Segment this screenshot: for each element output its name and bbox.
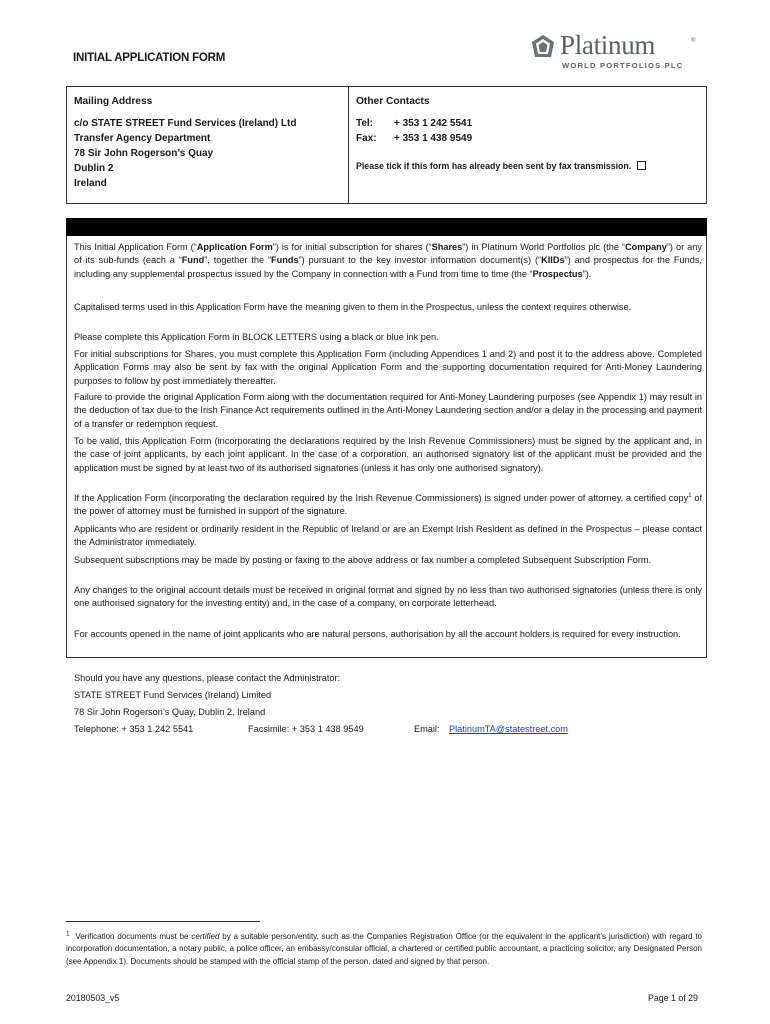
fax-note-text: Please tick if this form has already been sent by fax transmission. [356,161,632,171]
contact-divider [348,87,349,203]
mailing-line: Ireland [74,178,107,189]
administrator-name: STATE STREET Fund Services (Ireland) Limited [74,690,272,700]
footnote-ref: 1 [688,492,692,499]
questions-text: Should you have any questions, please contact the Administrator: [74,673,341,683]
document-id: 20180503_v5 [66,993,120,1003]
capitalised-terms-paragraph: Capitalised terms used in this Application Form have the meaning given to them in the Prospectus, unless the context requires otherwise. [74,302,632,312]
initial-subscriptions-paragraph: For initial subscriptions for Shares, you must complete this Application Form (including Appendices 1 and 2) and post it to the address above. Completed Application Forms may also be sent by fax with the original Application Form and the supporting documentation required for Anti-Money Laundering purposes to follow by post immediately thereafter. [74,349,702,386]
fax-label: Fax: [356,133,377,144]
administrator-facsimile: Facsimile: + 353 1 438 9549 [248,724,364,734]
account-changes-paragraph: Any changes to the original account details must be received in original format and signed by no less than two authorised signatories (unless there is only one authorised signatory for the investing entity) and, in the case of a company, on corporate letterhead. [74,585,702,609]
section-header-bar [66,218,707,236]
logo-subtitle: WORLD PORTFOLIOS PLC [562,61,684,70]
logo-registered-mark: ® [691,38,696,44]
power-of-attorney-paragraph: If the Application Form (incorporating the declaration required by the Irish Revenue Commissioners) is signed under power of attorney, a certified copy$^1$ of the power of attorney must be furnished in support of the signature. [74,492,702,517]
joint-accounts-paragraph: For accounts opened in the name of joint applicants who are natural persons, authorisation by all the account holders is required for every instruction. [74,629,681,639]
form-title: INITIAL APPLICATION FORM [73,52,226,64]
other-contacts-heading: Other Contacts [356,96,430,107]
footnote-rule [66,921,260,922]
fax-value: + 353 1 438 9549 [394,133,473,144]
mailing-line: 78 Sir John Rogerson’s Quay [74,148,214,159]
platinum-logo [530,32,700,74]
tel-value: + 353 1 242 5541 [394,118,473,129]
tel-label: Tel: [356,118,374,129]
logo-shield-icon [530,34,556,60]
subsequent-subscriptions-paragraph: Subsequent subscriptions may be made by posting or faxing to the above address or fax number a completed Subsequent Subscription Form. [74,555,652,565]
mailing-address-heading: Mailing Address [74,96,153,107]
mailing-line: c/o STATE STREET Fund Services (Ireland) Ltd [74,118,297,129]
fax-note [356,161,646,171]
logo-name: Platinum [560,30,656,60]
administrator-email-label: Email: [414,724,440,734]
administrator-email-link[interactable]: PlatinumTA@statestreet.com [449,724,568,734]
intro-paragraph: This Initial Application Form (“Application Form”) is for initial subscription for shares (“Shares”) in Platinum World Portfolios plc (the “Company”) or any of its sub-funds (each a “Fund”, together the “Funds”) pursuant to the key investor information document(s) (“KIIDs”) and prospectus for the Funds, including any supplemental prospectus issued by the Company in connection with a Fund from time to time (the “Prospectus”). [74,242,702,279]
mailing-line: Transfer Agency Department [74,133,211,144]
administrator-telephone: Telephone: + 353 1 242 5541 [74,724,194,734]
failure-paragraph: Failure to provide the original Application Form along with the documentation required for Anti-Money Laundering purposes (see Appendix 1) may result in the deduction of tax due to the Irish Finance Act requirements outlined in the Anti-Money Laundering section and/or a delay in the processing and payment of a transfer or redemption request. [74,392,702,429]
block-letters-paragraph: Please complete this Application Form in BLOCK LETTERS using a black or blue ink pen. [74,332,439,342]
fax-tick-checkbox[interactable] [637,161,646,170]
administrator-address: 78 Sir John Rogerson’s Quay, Dublin 2, Ireland [74,707,266,717]
footnote: $^1$ Verification documents must be certified by a suitable person/entity, such as the Companies Registration Office (or the equivalent in the applicant’s jurisdiction) with regard to incorporation documentation, a notary public, a police officer, an embassy/consular official, a chartered or certified public accountant, a practicing solicitor, any Designated Person (see Appendix 1). Documents should be stamped with the official stamp of the person, dated and signed by that person. [66,930,702,966]
mailing-line: Dublin 2 [74,163,114,174]
footnote-number: 1 [66,930,70,938]
validity-paragraph: To be valid, this Application Form (incorporating the declarations required by the Irish Revenue Commissioners) must be signed by the applicant and, in the case of joint applicants, by each joint applicant. In the case of a corporation, an authorised signatory list of the applicant must be provided and the application must be signed by at least two of its authorised signatories (unless it has only one authorised signatory). [74,436,702,473]
irish-resident-paragraph: Applicants who are resident or ordinarily resident in the Republic of Ireland or are an Exempt Irish Resident as defined in the Prospectus – please contact the Administrator immediately. [74,524,702,548]
page-number: Page 1 of 29 [648,993,698,1003]
